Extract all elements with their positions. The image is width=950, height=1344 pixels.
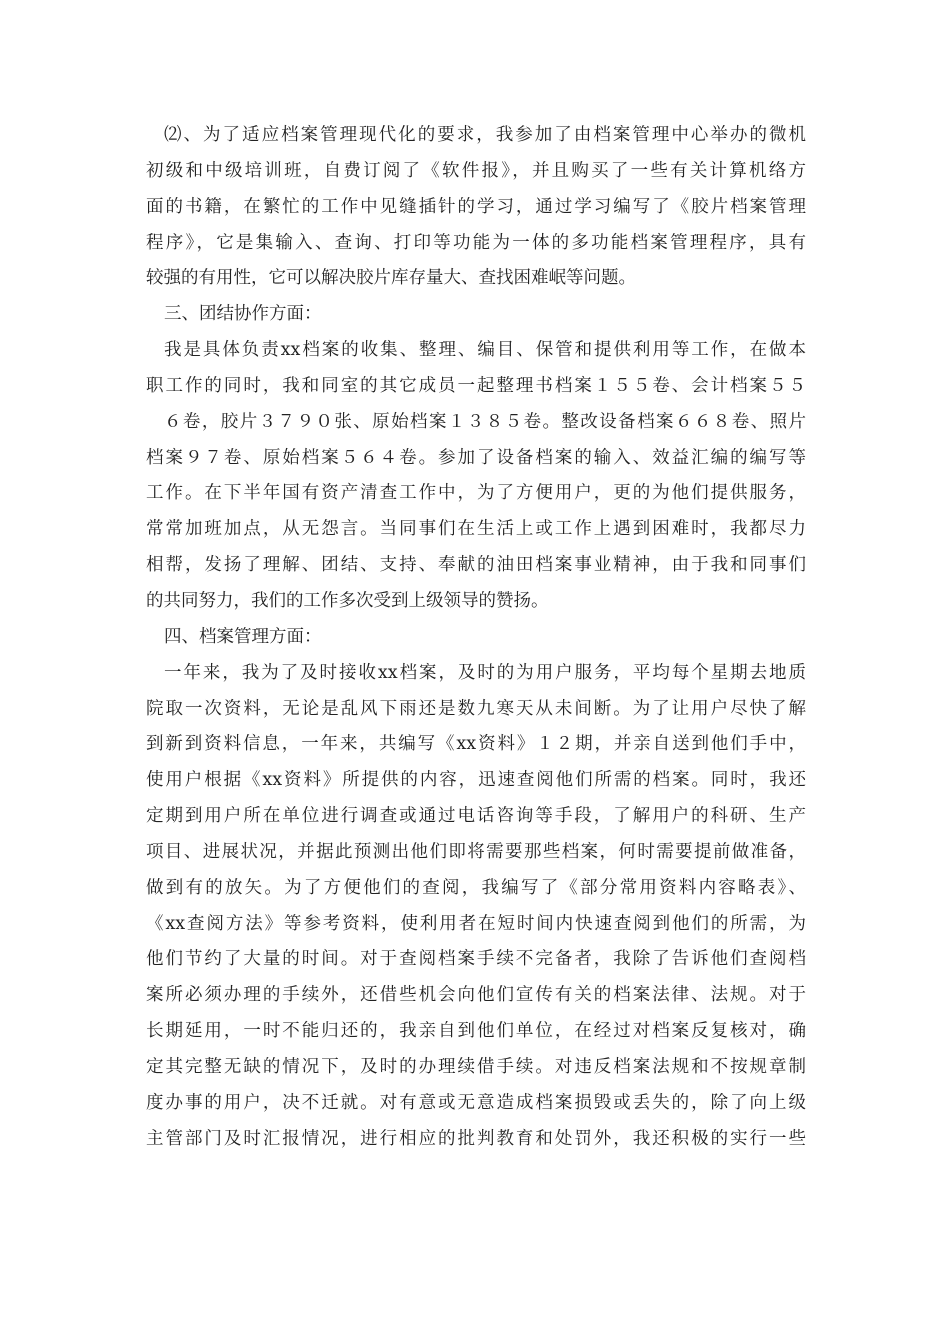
text-line: 的共同努力，我们的工作多次受到上级领导的赞扬。: [146, 590, 549, 611]
document-body: [146, 118, 806, 1157]
text-line: 院取一次资料，无论是乱风下雨还是数九寒天从未间断。为了让用户尽快了解: [146, 698, 806, 719]
text-line: 我是具体负责xx档案的收集、整理、编目、保管和提供利用等工作，在做本: [164, 340, 806, 361]
section-heading: 四、档案管理方面：: [164, 626, 322, 647]
text-line: 档案９７卷、原始档案５６４卷。参加了设备档案的输入、效益汇编的编写等: [146, 447, 806, 468]
text-line: 常常加班加点，从无怨言。当同事们在生活上或工作上遇到困难时，我都尽力: [146, 519, 806, 540]
text-line: 《xx查阅方法》等参考资料，使利用者在短时间内快速查阅到他们的所需，为: [146, 913, 806, 934]
text-line: 定其完整无缺的情况下，及时的办理续借手续。对违反档案法规和不按规章制: [146, 1056, 806, 1077]
text-line: 初级和中级培训班，自费订阅了《软件报》，并且购买了一些有关计算机络方: [146, 160, 806, 181]
text-line: 一年来，我为了及时接收xx档案，及时的为用户服务，平均每个星期去地质: [164, 662, 806, 683]
text-line: 面的书籍，在繁忙的工作中见缝插针的学习，通过学习编写了《胶片档案管理: [146, 196, 806, 217]
text-line: 相帮，发扬了理解、团结、支持、奉献的油田档案事业精神，由于我和同事们: [146, 555, 806, 576]
text-line: 工作。在下半年国有资产清查工作中，为了方便用户，更的为他们提供服务，: [146, 483, 806, 504]
text-line: 做到有的放矢。为了方便他们的查阅，我编写了《部分常用资料内容略表》、: [146, 877, 806, 898]
text-line: ６卷，胶片３７９０张、原始档案１３８５卷。整改设备档案６６８卷、照片: [164, 411, 806, 432]
text-line: 度办事的用户，决不迁就。对有意或无意造成档案损毁或丢失的，除了向上级: [146, 1092, 806, 1113]
text-line: 定期到用户所在单位进行调查或通过电话咨询等手段，了解用户的科研、生产: [146, 806, 806, 827]
text-line: 主管部门及时汇报情况，进行相应的批判教育和处罚外，我还积极的实行一些: [146, 1128, 806, 1149]
text-line: 较强的有用性，它可以解决胶片库存量大、查找困难岷等问题。: [146, 268, 636, 289]
text-line: 程序》，它是集输入、查询、打印等功能为一体的多功能档案管理程序，具有: [146, 232, 806, 253]
text-line: 到新到资料信息，一年来，共编写《xx资料》１２期，并亲自送到他们手中，: [146, 734, 806, 755]
text-line: 职工作的同时，我和同室的其它成员一起整理书档案１５５卷、会计档案５５: [146, 375, 806, 396]
text-line: 案所必须办理的手续外，还借些机会向他们宣传有关的档案法律、法规。对于: [146, 985, 806, 1006]
section-heading: 三、团结协作方面：: [164, 304, 322, 325]
text-line: 他们节约了大量的时间。对于查阅档案手续不完备者，我除了告诉他们查阅档: [146, 949, 806, 970]
text-line: 使用户根据《xx资料》所提供的内容，迅速查阅他们所需的档案。同时，我还: [146, 770, 806, 791]
text-line: 项目、进展状况，并据此预测出他们即将需要那些档案，何时需要提前做准备，: [146, 841, 806, 862]
text-line: ⑵、为了适应档案管理现代化的要求，我参加了由档案管理中心举办的微机: [164, 125, 806, 145]
text-line: 长期延用，一时不能归还的，我亲自到他们单位，在经过对档案反复核对，确: [146, 1021, 806, 1042]
